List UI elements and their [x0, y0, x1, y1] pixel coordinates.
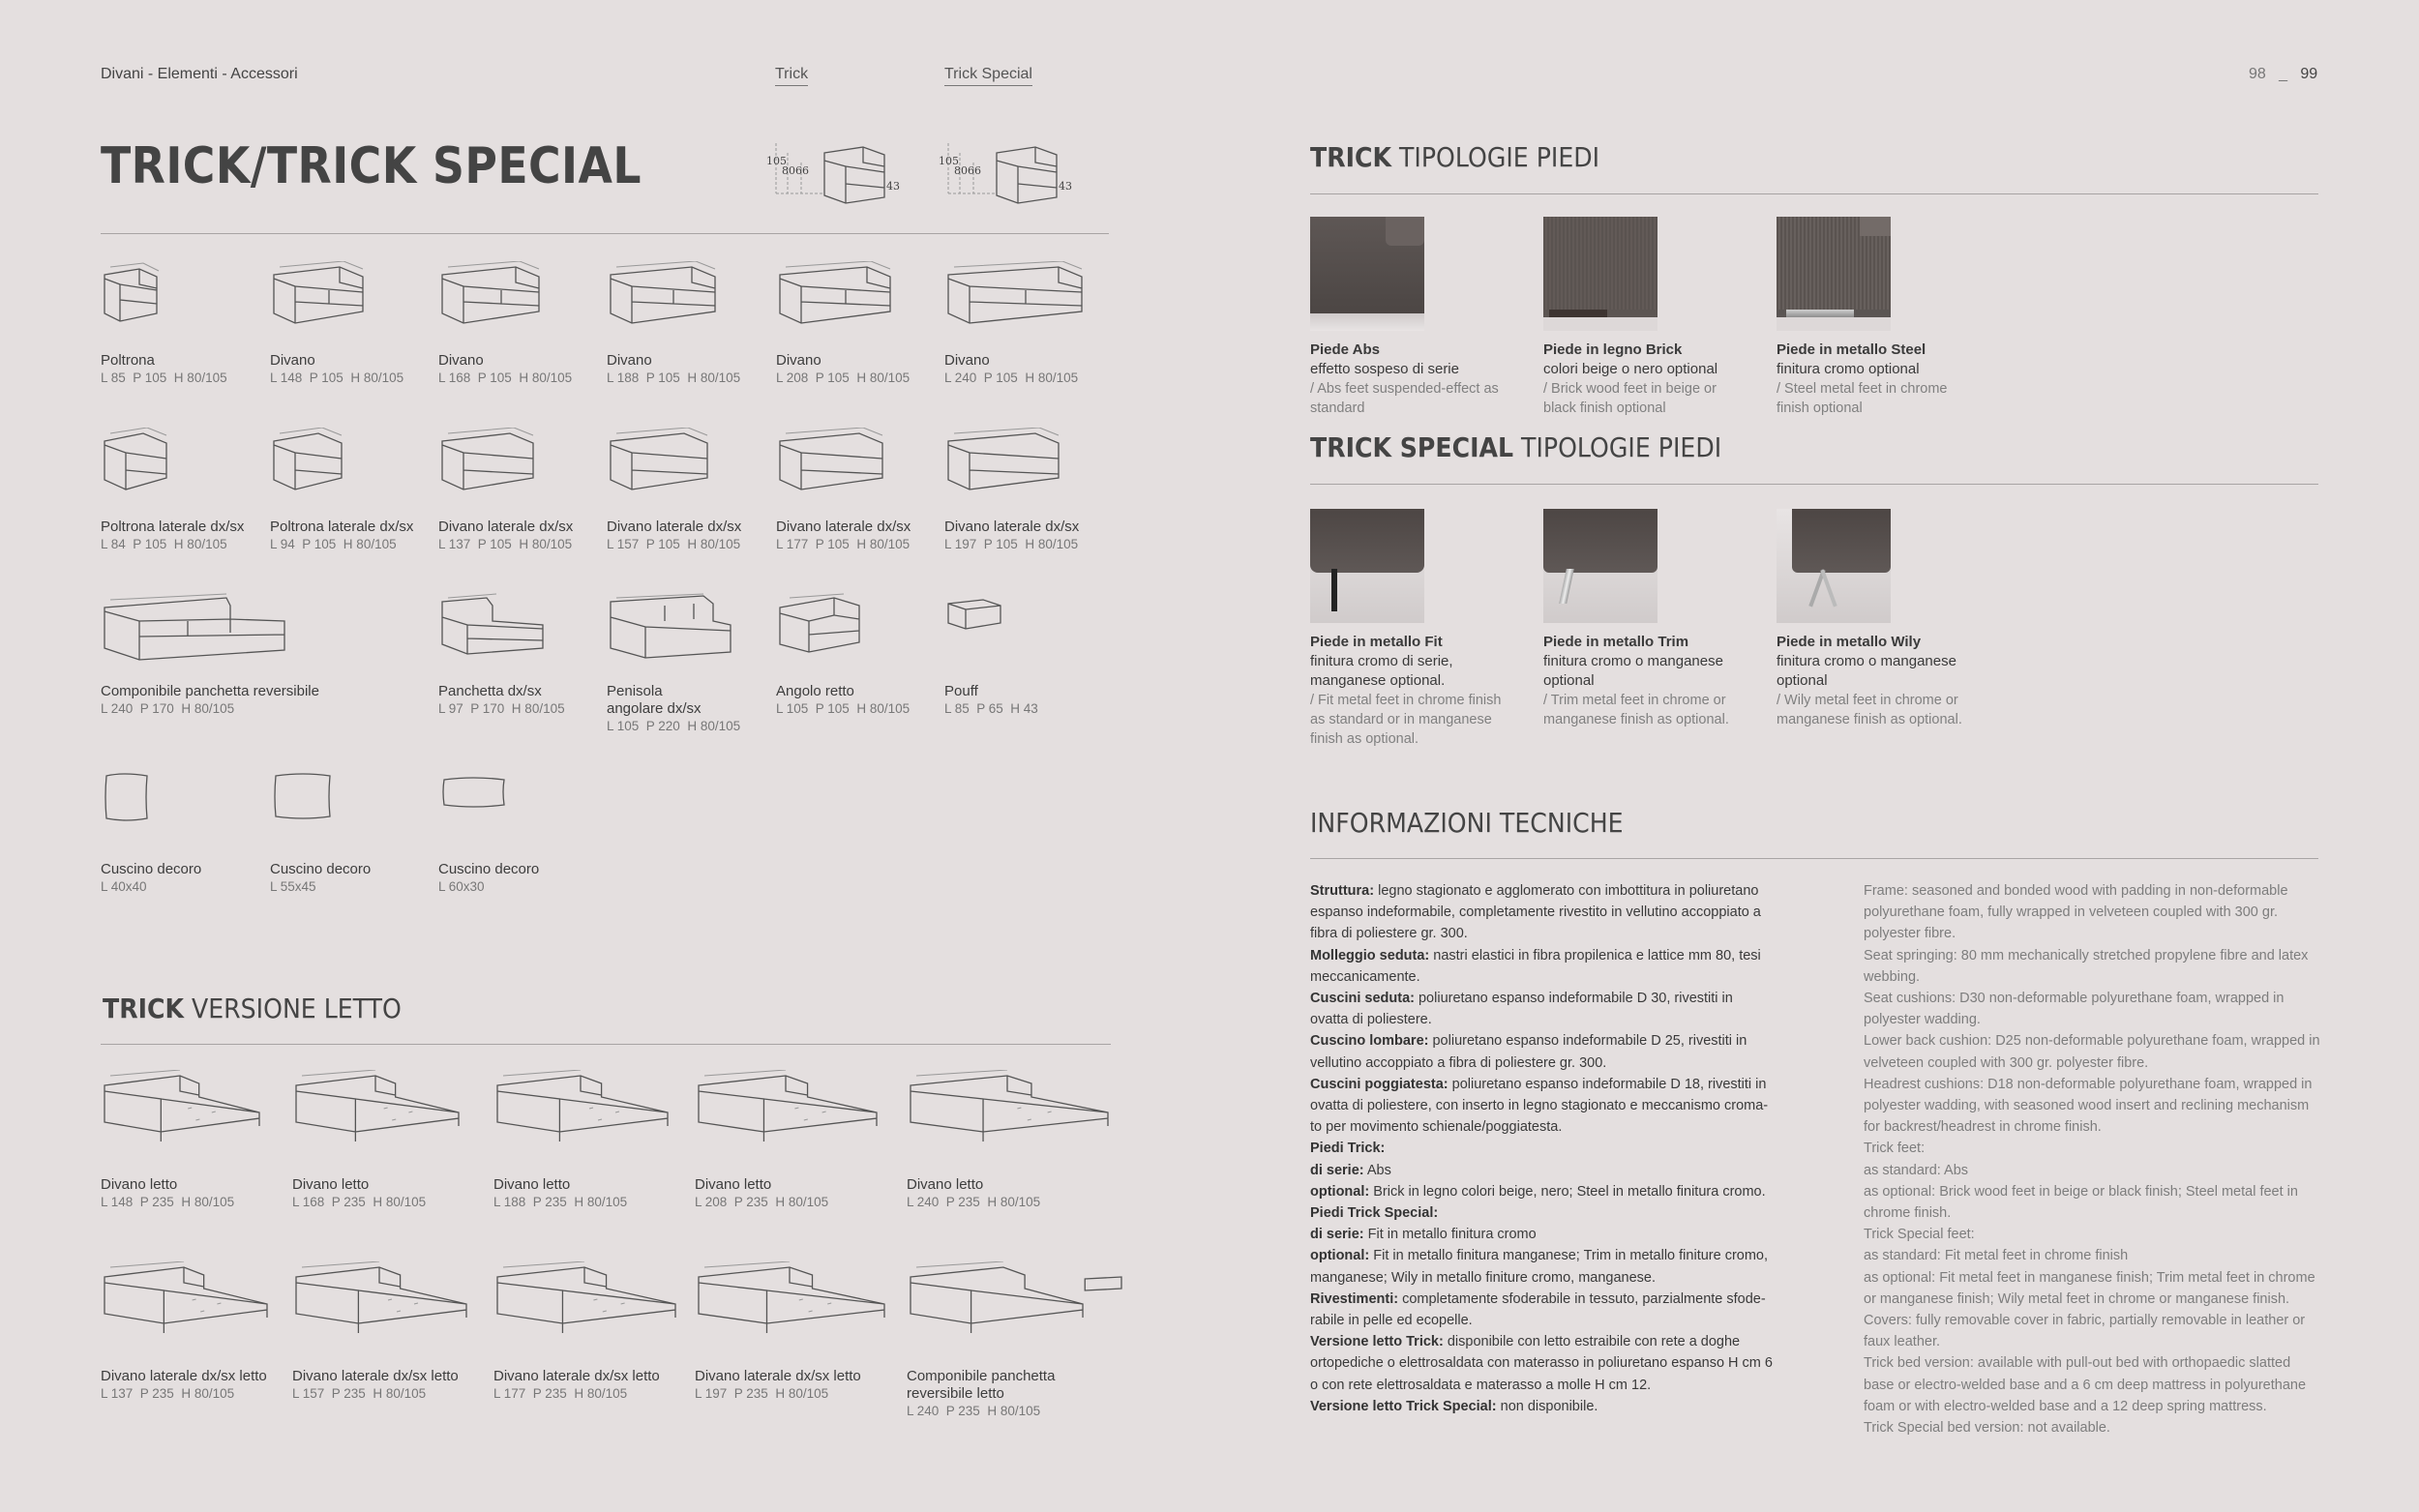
feet-special-title-rest: TIPOLOGIE PIEDI — [1513, 431, 1722, 463]
tech-en-paragraph: Lower back cushion: D25 non-deformable polyurethane foam, wrapped in velveteen coupled with 300 gr. polyester fibre. — [1864, 1033, 2320, 1071]
letto-item — [907, 1070, 1100, 1211]
elements-name: Cuscino decoro — [438, 861, 540, 877]
elements-dims: L 97 P 170 H 80/105 — [438, 701, 565, 716]
elements-illustration — [607, 428, 771, 507]
tech-it-paragraph — [1310, 945, 1775, 988]
feet_trick-en: / Steel metal feet in chrome finish optional — [1777, 381, 1948, 416]
feet_special-photo — [1310, 509, 1424, 623]
letto-item — [292, 1070, 486, 1211]
letto-illustration — [907, 1070, 1100, 1165]
tech-it-label: Struttura: — [1310, 883, 1375, 899]
feet-special-title — [1310, 431, 1721, 463]
elements-illustration — [101, 592, 352, 671]
elements-item — [607, 428, 771, 553]
letto-rule — [101, 1044, 1111, 1045]
breadcrumb: Divani - Elementi - Accessori — [101, 66, 298, 82]
elements-illustration — [944, 592, 1109, 671]
elements-name: Divano — [270, 352, 315, 369]
elements-name: Divano — [607, 352, 652, 369]
tech-title: INFORMAZIONI TECNICHE — [1310, 807, 1624, 839]
dim-trick-b: 66 — [795, 164, 809, 177]
elements-dims: L 84 P 105 H 80/105 — [101, 537, 227, 551]
feet_trick-it: colori beige o nero optional — [1543, 361, 1718, 377]
elements-name: Poltrona — [101, 352, 155, 369]
tech-it-label: di serie: — [1310, 1162, 1364, 1178]
dim-trick-h: 105 — [766, 155, 787, 167]
dim-special-s: 43 — [1059, 180, 1072, 193]
elements-item — [270, 261, 434, 387]
elements-item — [607, 592, 741, 735]
feet_trick-photo — [1777, 217, 1891, 331]
letto-item — [907, 1261, 1100, 1420]
elements-dims: L 40x40 — [101, 879, 147, 894]
elements-name: Divano laterale dx/sx — [607, 519, 742, 535]
letto-dims: L 208 P 235 H 80/105 — [695, 1195, 829, 1209]
elements-item — [944, 592, 1109, 718]
letto-item — [493, 1070, 687, 1211]
letto-dims: L 168 P 235 H 80/105 — [292, 1195, 427, 1209]
elements-illustration — [270, 428, 434, 507]
elements-name: Componibile panchetta reversibile — [101, 683, 319, 699]
feet_trick-card — [1543, 217, 1737, 418]
elements-dims: L 85 P 105 H 80/105 — [101, 371, 227, 385]
feet_special-title: Piede in metallo Fit — [1310, 634, 1443, 650]
elements-dims: L 208 P 105 H 80/105 — [776, 371, 911, 385]
tech-it-label: Piedi Trick Special: — [1310, 1205, 1439, 1222]
tech-it-label: Molleggio seduta: — [1310, 947, 1430, 964]
tech-it-paragraph — [1310, 1030, 1775, 1073]
link-trick[interactable]: Trick — [775, 66, 808, 86]
tech-it-text: non disponibile. — [1496, 1398, 1598, 1414]
tech-it-text: Abs — [1363, 1162, 1391, 1178]
elements-illustration — [607, 592, 723, 671]
letto-illustration — [695, 1070, 888, 1165]
elements-item — [944, 261, 1109, 387]
dim-trick-s: 43 — [886, 180, 900, 193]
page-left: 98 — [2249, 66, 2266, 82]
tech-it-label: Cuscini seduta: — [1310, 991, 1415, 1007]
feet_special-en: / Wily metal feet in chrome or manganese finish as optional. — [1777, 693, 1962, 727]
feet_trick-it: effetto sospeso di serie — [1310, 361, 1459, 377]
letto-name: Divano letto — [292, 1176, 370, 1193]
letto-illustration — [101, 1070, 294, 1165]
elements-item — [101, 770, 265, 896]
elements-name: Divano — [438, 352, 484, 369]
tech-it-text: poliuretano espanso indeformabile D 25, rivestiti in vellutino accoppiato a fibra di poliestere gr. 300. — [1310, 1033, 1747, 1071]
dim-special-a: 80 — [954, 164, 968, 177]
tech-it-label: optional: — [1310, 1248, 1370, 1264]
feet_special-it: finitura cromo di serie, manganese optional. — [1310, 653, 1453, 689]
dimension-diagrams — [766, 133, 1105, 211]
tech-en-paragraph: Frame: seasoned and bonded wood with padding in non-deformable polyurethane foam, fully wrapped in velveteen coupled with 300 gr. polyester fibre. — [1864, 883, 2288, 942]
elements-item — [438, 261, 603, 387]
dim-diagram-trick — [766, 143, 900, 203]
elements-name: Cuscino decoro — [101, 861, 202, 877]
elements-illustration — [438, 592, 603, 671]
tech-en-paragraph: Seat springing: 80 mm mechanically stretched propylene fibre and latex webbing. — [1864, 947, 2309, 985]
tech-it-label: Rivestimenti: — [1310, 1290, 1399, 1307]
tech-it-label: Piedi Trick: — [1310, 1141, 1386, 1157]
tech-it-text: poliuretano espanso indeformabile D 30, rivestiti in ovatta di poliestere. — [1310, 991, 1733, 1028]
feet_special-en: / Trim metal feet in chrome or manganese finish as optional. — [1543, 693, 1729, 727]
elements-illustration — [438, 428, 603, 507]
tech-it-paragraph — [1310, 880, 1775, 945]
letto-dims: L 240 P 235 H 80/105 — [907, 1195, 1041, 1209]
elements-name: Angolo retto — [776, 683, 854, 699]
elements-illustration — [101, 261, 265, 341]
elements-dims: L 105 P 220 H 80/105 — [607, 719, 741, 733]
elements-illustration — [607, 261, 771, 341]
page-numbers — [2249, 66, 2317, 83]
letto-illustration — [493, 1261, 687, 1356]
page-title: TRICK/TRICK SPECIAL — [101, 137, 642, 195]
feet_special-it: finitura cromo o manganese optional — [1543, 653, 1723, 689]
feet-trick-rule — [1310, 193, 2318, 194]
feet_trick-en: / Brick wood feet in beige or black finish optional — [1543, 381, 1717, 416]
tech-en-paragraph: Trick Special bed version: not available. — [1864, 1420, 2110, 1437]
elements-item — [776, 428, 941, 553]
dim-special-b: 66 — [968, 164, 981, 177]
elements-illustration — [776, 261, 941, 341]
elements-item — [270, 428, 434, 553]
elements-name: Divano laterale dx/sx — [776, 519, 911, 535]
tech-it-paragraph — [1310, 1396, 1775, 1417]
tech-it-text: Fit in metallo finitura cromo — [1363, 1227, 1537, 1243]
tech-english — [1864, 880, 2320, 1438]
tech-it-text: Fit in metallo finitura manganese; Trim in metallo finiture cromo, manganese; Wily in metallo finiture cromo, manganese. — [1310, 1248, 1769, 1286]
elements-item — [270, 770, 434, 896]
elements-name: Pouff — [944, 683, 978, 699]
tech-it-label: optional: — [1310, 1183, 1370, 1200]
elements-name: Divano — [944, 352, 990, 369]
feet-special-rule — [1310, 484, 2318, 485]
feet_special-en: / Fit metal feet in chrome finish as standard or in manganese finish as optional. — [1310, 693, 1502, 747]
elements-name: Poltrona laterale dx/sx — [270, 519, 414, 535]
elements-name: Panchetta dx/sx — [438, 683, 542, 699]
tech-it-paragraph — [1310, 1181, 1775, 1202]
elements-dims: L 148 P 105 H 80/105 — [270, 371, 404, 385]
dim-special-h: 105 — [939, 155, 959, 167]
feet_special-card — [1777, 509, 1970, 729]
letto-name: Divano laterale dx/sx letto — [292, 1368, 459, 1384]
feet_special-card — [1543, 509, 1737, 729]
elements-dims: L 240 P 170 H 80/105 — [101, 701, 235, 716]
feet-special-title-bold: TRICK SPECIAL — [1310, 431, 1514, 463]
elements-name: Divano laterale dx/sx — [944, 519, 1080, 535]
elements-dims: L 105 P 105 H 80/105 — [776, 701, 911, 716]
elements-illustration — [944, 261, 1109, 341]
tech-it-label: Cuscino lombare: — [1310, 1033, 1429, 1050]
elements-item — [438, 770, 603, 896]
letto-dims: L 188 P 235 H 80/105 — [493, 1195, 628, 1209]
tech-it-label: di serie: — [1310, 1227, 1364, 1243]
letto-illustration — [493, 1070, 687, 1165]
letto-illustration — [695, 1261, 888, 1356]
tech-it-paragraph — [1310, 1074, 1775, 1139]
letto-title-rest: VERSIONE LETTO — [183, 993, 402, 1024]
elements-name: Divano laterale dx/sx — [438, 519, 574, 535]
letto-item — [493, 1261, 687, 1403]
tech-it-text: completamente sfoderabile in tessuto, parzialmente sfode-rabile in pelle ed ecopelle. — [1310, 1290, 1766, 1329]
elements-item — [607, 261, 771, 387]
tech-en-paragraph: Covers: fully removable cover in fabric, partially removable in leather or faux leather. — [1864, 1313, 2306, 1350]
elements-dims: L 188 P 105 H 80/105 — [607, 371, 741, 385]
elements-illustration — [776, 592, 941, 671]
elements-dims: L 60x30 — [438, 879, 485, 894]
elements-item — [101, 261, 265, 387]
letto-name: Divano letto — [493, 1176, 571, 1193]
elements-item — [776, 261, 941, 387]
elements-item — [776, 592, 941, 718]
feet_trick-title: Piede in legno Brick — [1543, 341, 1683, 358]
feet_trick-card — [1310, 217, 1504, 418]
tech-it-label: Versione letto Trick: — [1310, 1334, 1444, 1350]
elements-item — [101, 592, 352, 718]
feet_special-it: finitura cromo o manganese optional — [1777, 653, 1956, 689]
tech-it-paragraph — [1310, 1224, 1775, 1245]
elements-illustration — [101, 770, 265, 849]
elements-illustration — [776, 428, 941, 507]
letto-item — [101, 1070, 294, 1211]
letto-dims: L 177 P 235 H 80/105 — [493, 1386, 628, 1401]
letto-illustration — [101, 1261, 294, 1356]
elements-illustration — [438, 261, 603, 341]
feet_trick-en: / Abs feet suspended-effect as standard — [1310, 381, 1499, 416]
feet-trick-title-bold: TRICK — [1310, 141, 1391, 173]
elements-dims: L 137 P 105 H 80/105 — [438, 537, 573, 551]
elements-dims: L 240 P 105 H 80/105 — [944, 371, 1079, 385]
feet_special-photo — [1543, 509, 1657, 623]
letto-illustration — [907, 1261, 1100, 1356]
tech-en-paragraph: as standard: Fit metal feet in chrome finish — [1864, 1248, 2129, 1264]
tech-it-text: nastri elastici in fibra propilenica e lattice mm 80, tesi meccanicamente. — [1310, 947, 1761, 985]
elements-name: Divano — [776, 352, 821, 369]
elements-illustration — [438, 770, 603, 849]
tech-it-text: poliuretano espanso indeformabile D 18, rivestiti in ovatta di poliestere, con inserto in legno stagionato e meccanismo croma-to per movimento schienale/poggiatesta. — [1310, 1076, 1769, 1136]
tech-en-paragraph: Trick feet: — [1864, 1141, 1926, 1157]
elements-name: Penisola angolare dx/sx — [607, 683, 702, 717]
letto-name: Divano letto — [907, 1176, 984, 1193]
elements-item — [438, 592, 603, 718]
letto-item — [101, 1261, 294, 1403]
letto-illustration — [292, 1070, 486, 1165]
tech-it-label: Versione letto Trick Special: — [1310, 1398, 1497, 1414]
tech-italian — [1310, 880, 1775, 1417]
letto-dims: L 137 P 235 H 80/105 — [101, 1386, 235, 1401]
elements-dims: L 197 P 105 H 80/105 — [944, 537, 1079, 551]
feet_trick-card — [1777, 217, 1970, 418]
elements-dims: L 177 P 105 H 80/105 — [776, 537, 911, 551]
elements-item — [944, 428, 1109, 553]
page-sep: _ — [2279, 66, 2288, 82]
letto-item — [695, 1070, 888, 1211]
tech-it-paragraph — [1310, 988, 1775, 1030]
elements-dims: L 168 P 105 H 80/105 — [438, 371, 573, 385]
feet-trick-title — [1310, 141, 1599, 173]
feet_trick-title: Piede Abs — [1310, 341, 1380, 358]
tech-rule — [1310, 858, 2318, 859]
feet_trick-photo — [1543, 217, 1657, 331]
letto-dims: L 240 P 235 H 80/105 — [907, 1404, 1041, 1418]
tech-en-paragraph: as optional: Fit metal feet in manganese finish; Trim metal feet in chrome or manganese finish; Wily metal feet in chrome or manganese finish. — [1864, 1269, 2315, 1307]
letto-section-title — [103, 993, 402, 1024]
letto-name: Divano laterale dx/sx letto — [493, 1368, 660, 1384]
page-right: 99 — [2300, 66, 2318, 82]
letto-name: Divano laterale dx/sx letto — [695, 1368, 861, 1384]
tech-en-paragraph: Trick Special feet: — [1864, 1227, 1975, 1243]
tech-en-paragraph: Seat cushions: D30 non-deformable polyurethane foam, wrapped in polyester wadding. — [1864, 991, 2285, 1028]
tech-en-paragraph: as standard: Abs — [1864, 1162, 1969, 1178]
elements-illustration — [270, 770, 434, 849]
letto-dims: L 197 P 235 H 80/105 — [695, 1386, 829, 1401]
tech-it-label: Cuscini poggiatesta: — [1310, 1076, 1448, 1092]
elements-item — [438, 428, 603, 553]
title-rule — [101, 233, 1109, 234]
elements-dims: L 55x45 — [270, 879, 316, 894]
feet_trick-photo — [1310, 217, 1424, 331]
letto-item — [695, 1261, 888, 1403]
letto-name: Componibile panchetta reversibile letto — [907, 1368, 1056, 1402]
elements-illustration — [101, 428, 265, 507]
letto-name: Divano letto — [695, 1176, 772, 1193]
feet_special-title: Piede in metallo Trim — [1543, 634, 1689, 650]
elements-dims: L 85 P 65 H 43 — [944, 701, 1038, 716]
elements-item — [101, 428, 265, 553]
letto-title-bold: TRICK — [103, 993, 184, 1024]
tech-it-paragraph — [1310, 1289, 1775, 1331]
tech-it-paragraph — [1310, 1202, 1775, 1224]
tech-en-paragraph: as optional: Brick wood feet in beige or black finish; Steel metal feet in chrome finish. — [1864, 1183, 2298, 1222]
elements-illustration — [944, 428, 1109, 507]
tech-it-paragraph — [1310, 1331, 1775, 1396]
elements-dims: L 94 P 105 H 80/105 — [270, 537, 397, 551]
dim-diagram-trick-special — [939, 143, 1072, 203]
tech-it-text: disponibile con letto estraibile con rete a doghe ortopediche o elettrosaldata con materasso in poliuretano espanso H cm 6 o con rete elettrosaldata e materasso a molle H cm 12. — [1310, 1334, 1773, 1393]
tech-it-text: Brick in legno colori beige, nero; Steel in metallo finitura cromo. — [1369, 1183, 1766, 1200]
feet_trick-it: finitura cromo optional — [1777, 361, 1920, 377]
feet_special-title: Piede in metallo Wily — [1777, 634, 1922, 650]
feet_trick-title: Piede in metallo Steel — [1777, 341, 1926, 358]
tech-it-paragraph — [1310, 1160, 1775, 1181]
tech-it-text: legno stagionato e agglomerato con imbottitura in poliuretano espanso indeformabile, completamente rivestito in vellutino accoppiato a fibra di poliestere gr. 300. — [1310, 883, 1761, 942]
link-trick-special[interactable]: Trick Special — [944, 66, 1032, 86]
letto-name: Divano letto — [101, 1176, 178, 1193]
elements-name: Cuscino decoro — [270, 861, 372, 877]
tech-en-paragraph: Headrest cushions: D18 non-deformable polyurethane foam, wrapped in polyester wadding, with seasoned wood insert and reclining mechanism for backrest/headrest in chrome finish. — [1864, 1076, 2313, 1136]
elements-dims: L 157 P 105 H 80/105 — [607, 537, 741, 551]
letto-dims: L 148 P 235 H 80/105 — [101, 1195, 235, 1209]
dim-trick-a: 80 — [782, 164, 795, 177]
tech-it-paragraph — [1310, 1138, 1775, 1159]
letto-name: Divano laterale dx/sx letto — [101, 1368, 267, 1384]
letto-item — [292, 1261, 486, 1403]
feet_special-photo — [1777, 509, 1891, 623]
feet_special-card — [1310, 509, 1504, 749]
tech-it-paragraph — [1310, 1245, 1775, 1288]
letto-dims: L 157 P 235 H 80/105 — [292, 1386, 427, 1401]
tech-en-paragraph: Trick bed version: available with pull-out bed with orthopaedic slatted base or electro-welded base and a 6 cm deep mattress in polyurethane foam or with electro-welded base and a 12 deep spring mattress. — [1864, 1355, 2307, 1414]
elements-name: Poltrona laterale dx/sx — [101, 519, 245, 535]
feet-trick-title-rest: TIPOLOGIE PIEDI — [1390, 141, 1600, 173]
elements-illustration — [270, 261, 434, 341]
letto-illustration — [292, 1261, 486, 1356]
